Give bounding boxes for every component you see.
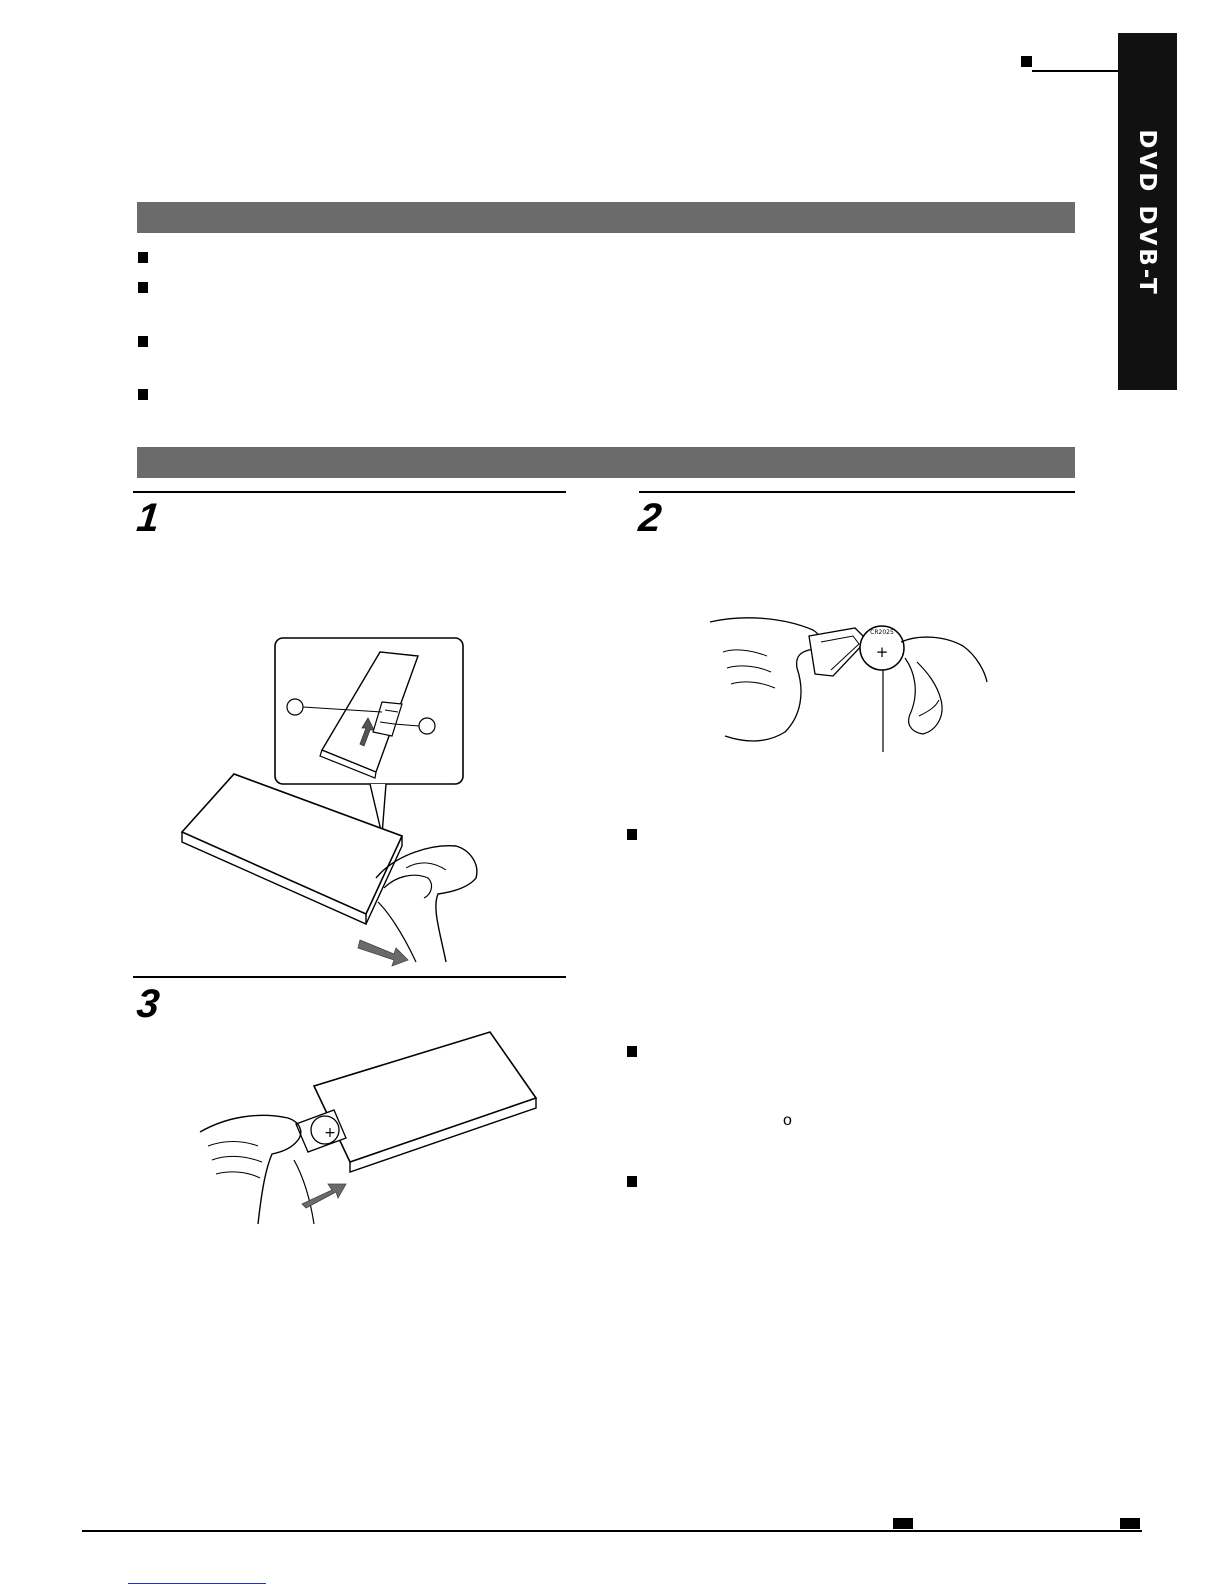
degree-mark: o	[783, 1112, 792, 1129]
battery-insert-illustration	[705, 612, 995, 762]
step-rule	[133, 491, 566, 493]
step-number: 2	[636, 496, 664, 540]
battery-plus-mark: +	[875, 643, 889, 661]
footer-marker	[1120, 1518, 1140, 1529]
side-tab	[1118, 33, 1177, 390]
step-number: 1	[134, 496, 162, 540]
section-header-bar	[137, 447, 1075, 478]
header-bullet	[1021, 56, 1032, 67]
step-rule	[133, 976, 566, 978]
note-bullet	[627, 1046, 637, 1057]
precaution-bullet	[138, 389, 148, 400]
footer-rule	[82, 1530, 1142, 1532]
note-bullet	[627, 829, 637, 840]
precaution-bullet	[138, 252, 148, 263]
side-tab-label: DVD DVB-T	[1134, 129, 1160, 297]
battery-plus-mark: +	[324, 1125, 336, 1141]
svg-text:CR2025: CR2025	[870, 629, 894, 636]
precaution-bullet	[138, 282, 148, 293]
footer-marker	[893, 1518, 913, 1529]
section-header-bar	[137, 202, 1075, 233]
footer-link-underline	[128, 1583, 266, 1584]
step-rule	[639, 491, 1075, 493]
step-number: 3	[134, 982, 162, 1026]
remote-tray-release-illustration	[170, 632, 490, 972]
precaution-bullet	[138, 336, 148, 347]
note-bullet	[627, 1176, 637, 1187]
header-rule	[1032, 70, 1118, 72]
tray-reinsert-illustration	[198, 1028, 543, 1228]
